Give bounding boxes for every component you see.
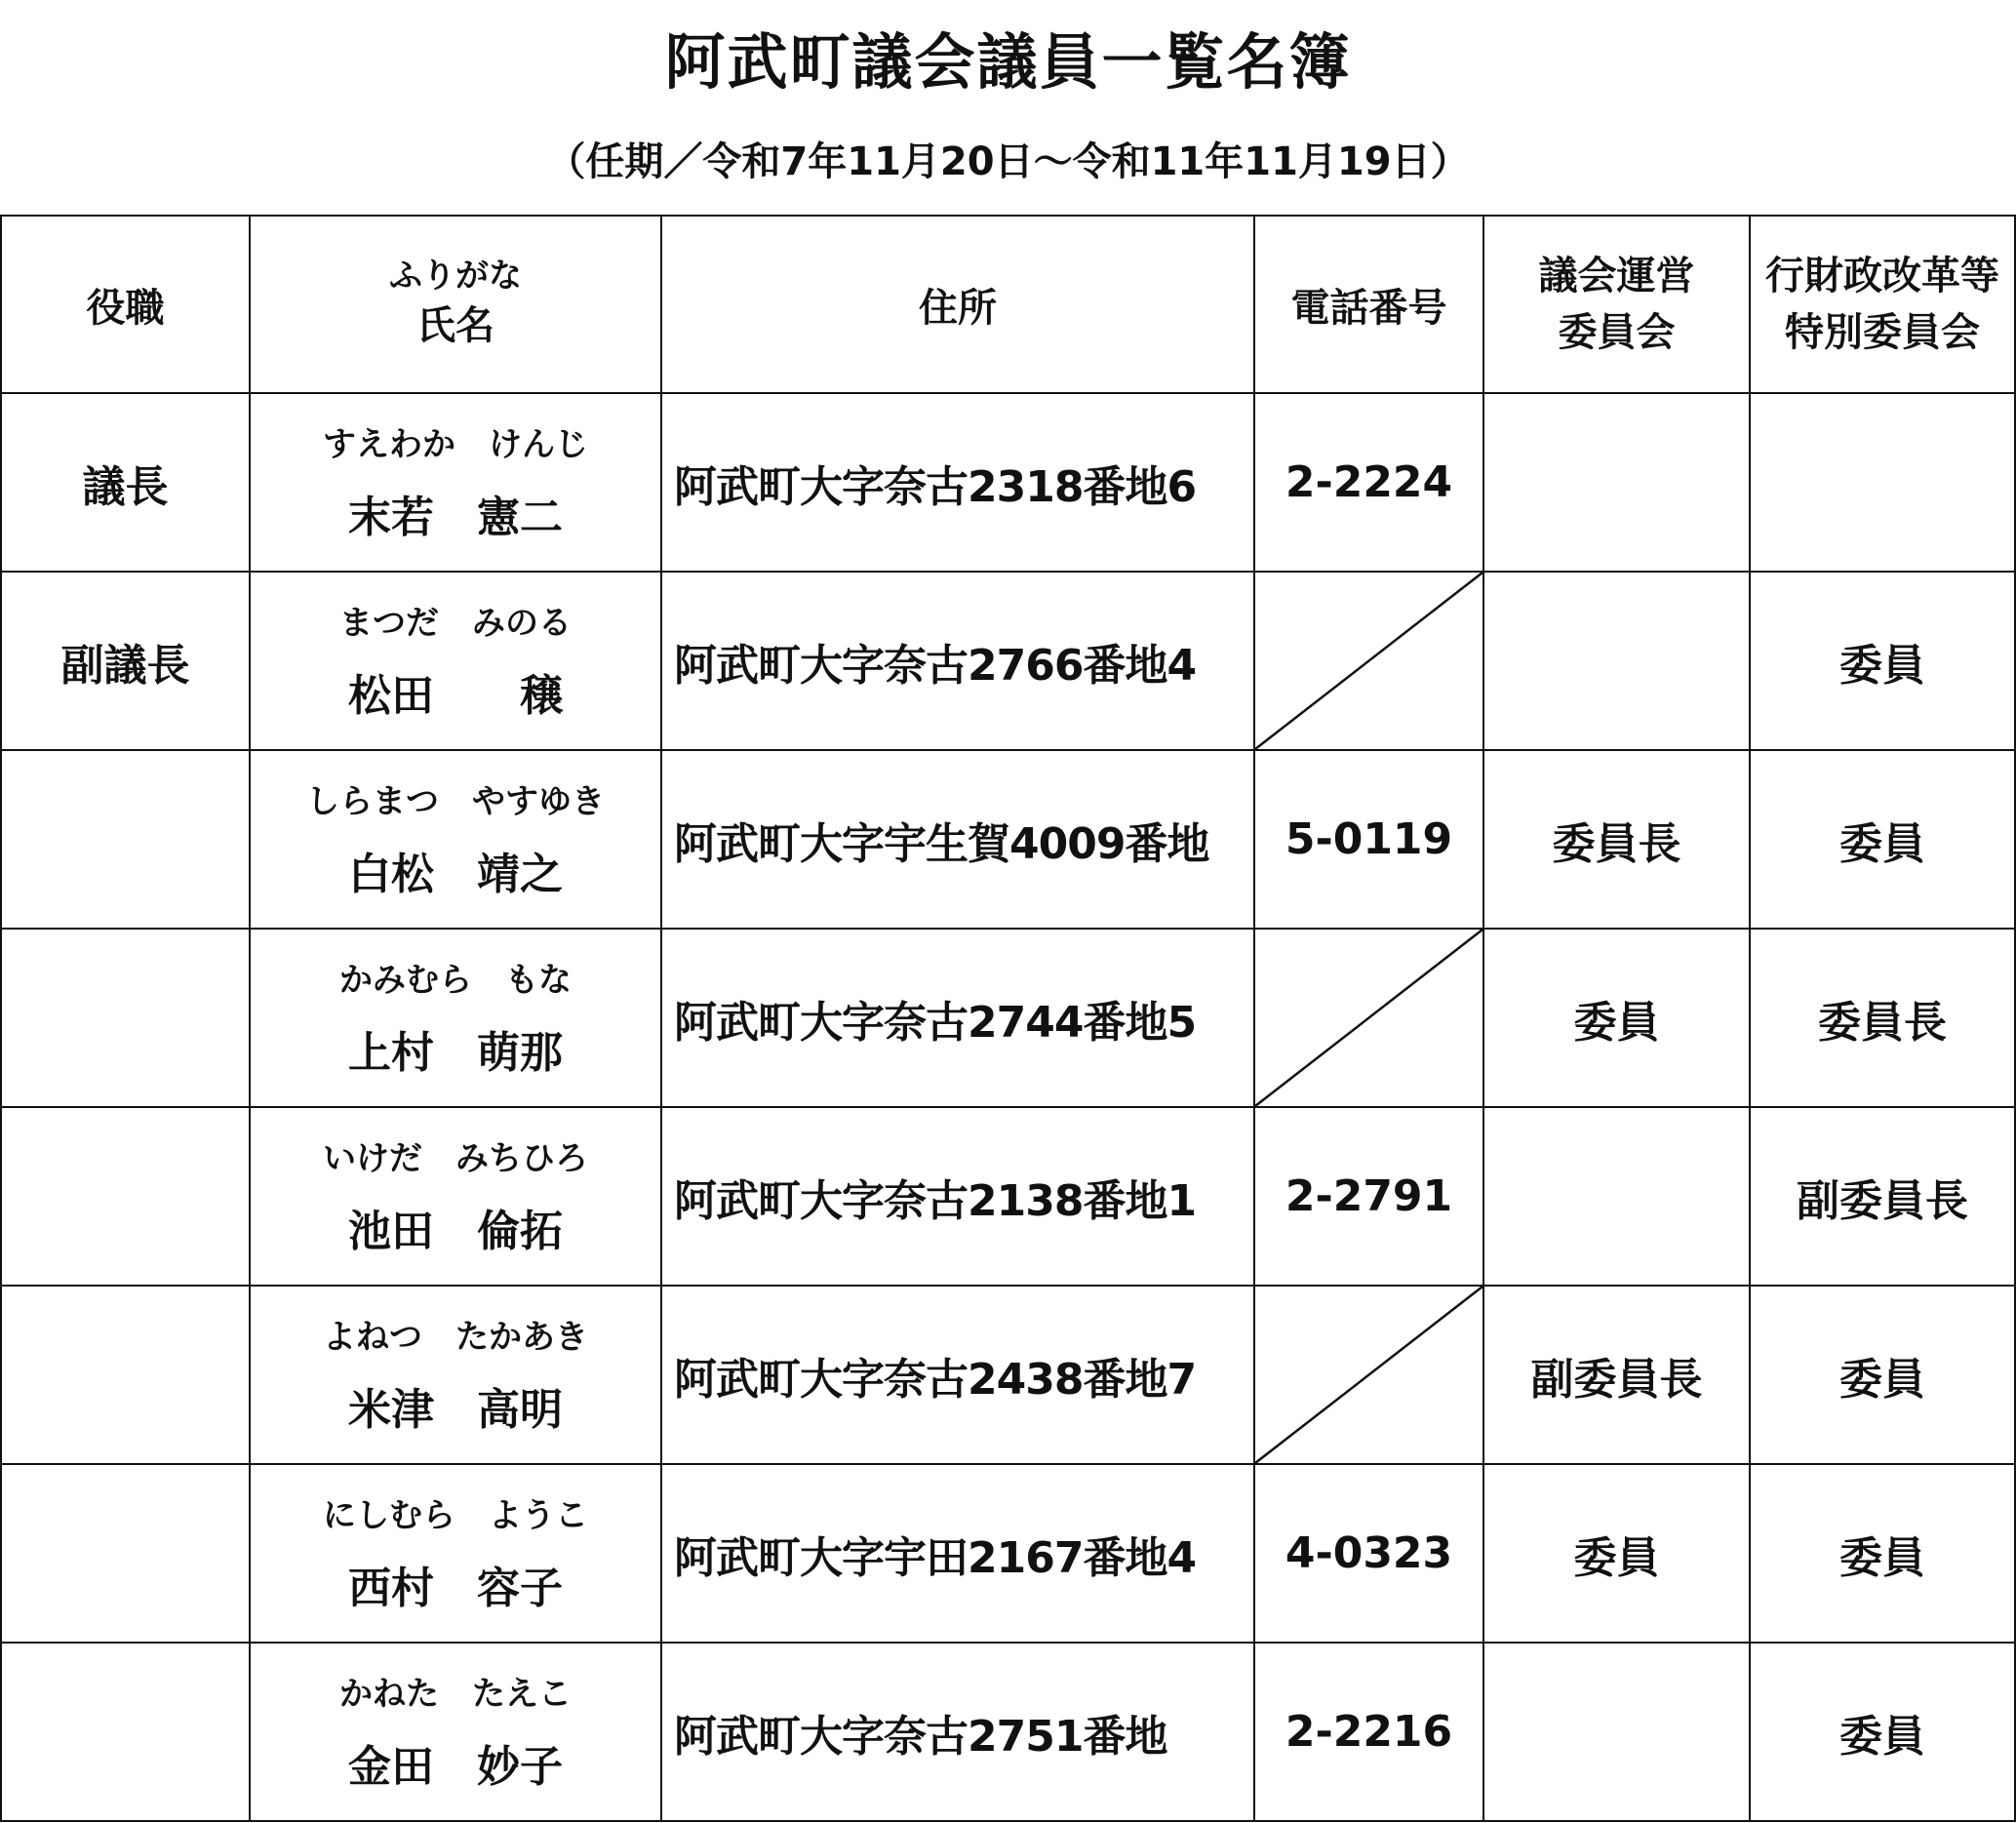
committee2-cell: 委員	[1750, 1643, 2015, 1821]
header-committee1-line2: 委員会	[1558, 310, 1676, 355]
committee1-cell: 委員	[1483, 1464, 1750, 1643]
header-committee1-line1: 議会運営	[1538, 254, 1695, 298]
role-cell	[1, 1107, 250, 1286]
name-cell	[250, 929, 661, 1107]
role-cell: 副議長	[1, 572, 250, 750]
diagonal-slash-icon	[1255, 573, 1482, 749]
name-cell	[250, 750, 661, 929]
address-cell: 阿武町大字宇田2167番地4	[661, 1464, 1254, 1643]
header-committee2	[1750, 216, 2015, 393]
committee2-cell: 委員長	[1750, 929, 2015, 1107]
table-row	[1, 1643, 2015, 1821]
role-cell	[1, 750, 250, 929]
committee2-cell: 委員	[1750, 1464, 2015, 1643]
table-row	[1, 393, 2015, 572]
name-cell	[250, 1643, 661, 1821]
member-name: 上村 萌那	[348, 1027, 563, 1078]
table-row	[1, 750, 2015, 929]
committee1-cell: 副委員長	[1483, 1286, 1750, 1464]
phone-cell: 5-0119	[1254, 750, 1483, 929]
committee1-cell	[1483, 393, 1750, 572]
member-name: 米津 高明	[348, 1384, 563, 1435]
member-name: 金田 妙子	[348, 1741, 563, 1792]
phone-cell-empty	[1254, 929, 1483, 1107]
diagonal-slash-icon	[1255, 930, 1482, 1106]
committee2-cell: 委員	[1750, 1286, 2015, 1464]
committee2-cell: 副委員長	[1750, 1107, 2015, 1286]
table-row	[1, 1286, 2015, 1464]
member-name: 白松 靖之	[348, 849, 563, 899]
address-cell: 阿武町大字奈古2751番地	[661, 1643, 1254, 1821]
address-cell: 阿武町大字宇生賀4009番地	[661, 750, 1254, 929]
committee1-cell	[1483, 1643, 1750, 1821]
phone-cell: 2-2791	[1254, 1107, 1483, 1286]
page-title: 阿武町議会議員一覧名簿	[664, 26, 1352, 98]
header-committee2-line1: 行財政改革等	[1765, 254, 1999, 298]
member-name: 末若 憲二	[348, 492, 563, 542]
committee2-cell: 委員	[1750, 572, 2015, 750]
phone-cell-empty	[1254, 572, 1483, 750]
header-committee1	[1483, 216, 1750, 393]
term-subtitle: （任期／令和7年11月20日～令和11年11月19日）	[546, 139, 1470, 184]
header-committee2-line2: 特別委員会	[1785, 310, 1980, 355]
furigana-text: かねた たえこ	[339, 1674, 572, 1714]
address-cell: 阿武町大字奈古2438番地7	[661, 1286, 1254, 1464]
role-cell	[1, 1464, 250, 1643]
header-name-label: 氏名	[416, 303, 494, 348]
committee1-cell	[1483, 1107, 1750, 1286]
name-cell	[250, 572, 661, 750]
furigana-text: にしむら ようこ	[323, 1495, 588, 1535]
table-row	[1, 572, 2015, 750]
role-cell: 議長	[1, 393, 250, 572]
committee1-cell: 委員	[1483, 929, 1750, 1107]
furigana-text: すえわか けんじ	[323, 424, 588, 464]
phone-cell: 4-0323	[1254, 1464, 1483, 1643]
table-row	[1, 1464, 2015, 1643]
address-cell: 阿武町大字奈古2138番地1	[661, 1107, 1254, 1286]
header-row	[1, 216, 2015, 393]
diagonal-slash-icon	[1255, 1287, 1482, 1463]
header-name	[250, 216, 661, 393]
furigana-text: かみむら もな	[339, 960, 572, 1000]
committee2-cell: 委員	[1750, 750, 2015, 929]
committee1-cell	[1483, 572, 1750, 750]
address-cell: 阿武町大字奈古2744番地5	[661, 929, 1254, 1107]
furigana-text: いけだ みちひろ	[323, 1138, 588, 1178]
role-cell	[1, 1286, 250, 1464]
phone-cell-empty	[1254, 1286, 1483, 1464]
member-name: 松田 穣	[348, 670, 563, 721]
committee1-cell: 委員長	[1483, 750, 1750, 929]
members-table	[0, 215, 2016, 1822]
furigana-text: よねつ たかあき	[323, 1317, 588, 1357]
name-cell	[250, 1286, 661, 1464]
address-cell: 阿武町大字奈古2318番地6	[661, 393, 1254, 572]
member-name: 西村 容子	[348, 1563, 563, 1613]
table-row	[1, 1107, 2015, 1286]
header-address: 住所	[661, 216, 1254, 393]
address-cell: 阿武町大字奈古2766番地4	[661, 572, 1254, 750]
furigana-text: しらまつ やすゆき	[306, 781, 605, 821]
role-cell	[1, 1643, 250, 1821]
phone-cell: 2-2224	[1254, 393, 1483, 572]
phone-cell: 2-2216	[1254, 1643, 1483, 1821]
furigana-text: まつだ みのる	[339, 603, 572, 643]
header-phone: 電話番号	[1254, 216, 1483, 393]
table-row	[1, 929, 2015, 1107]
header-role: 役職	[1, 216, 250, 393]
role-cell	[1, 929, 250, 1107]
committee2-cell	[1750, 393, 2015, 572]
member-name: 池田 倫拓	[348, 1206, 563, 1256]
name-cell	[250, 1464, 661, 1643]
name-cell	[250, 393, 661, 572]
name-cell	[250, 1107, 661, 1286]
header-furigana: ふりがな	[389, 257, 522, 296]
